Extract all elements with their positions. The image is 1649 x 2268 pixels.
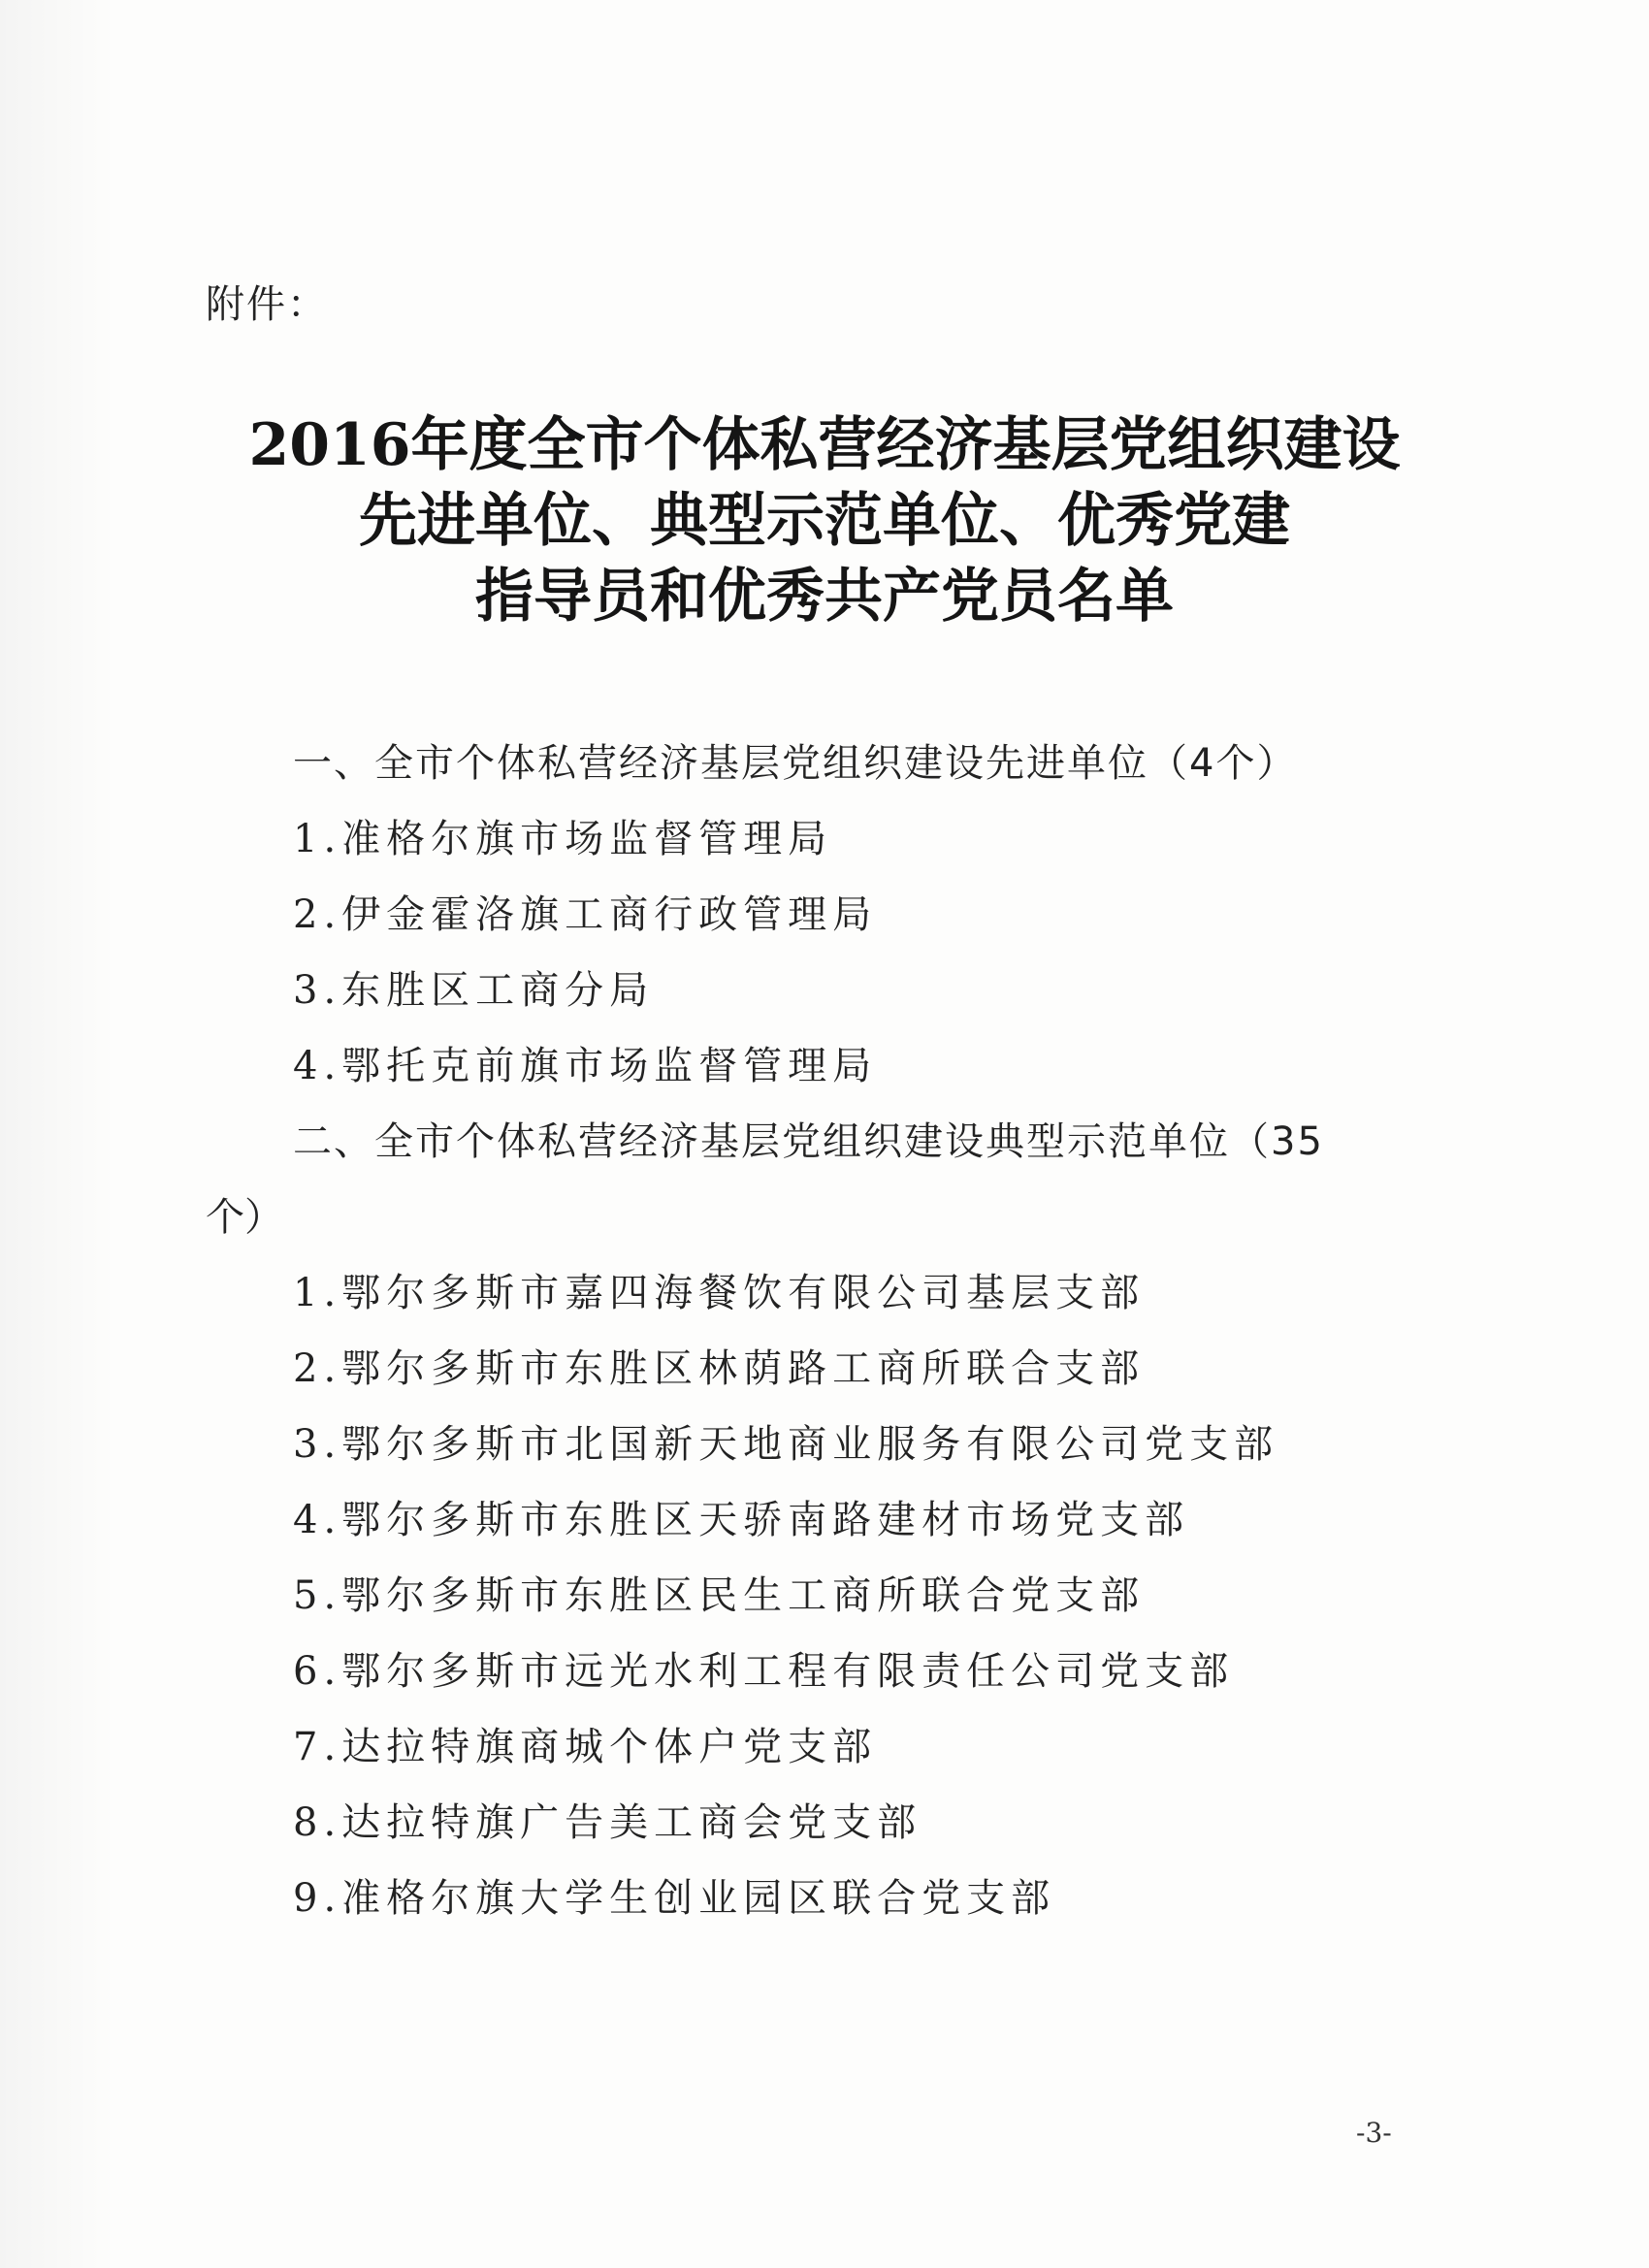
list-item: 6.鄂尔多斯市远光水利工程有限责任公司党支部 [293, 1649, 1235, 1694]
document-title [0, 407, 1649, 634]
list-item: 7.达拉特旗商城个体户党支部 [293, 1725, 878, 1769]
attachment-label: 附件： [206, 282, 328, 327]
list-item: 2.鄂尔多斯市东胜区林荫路工商所联合支部 [293, 1346, 1146, 1391]
section-2-heading: 二、全市个体私营经济基层党组织建设典型示范单位（35 [293, 1119, 1324, 1164]
page-number: -3- [1356, 2117, 1392, 2149]
list-item: 4.鄂尔多斯市东胜区天骄南路建材市场党支部 [293, 1498, 1190, 1542]
list-item: 2.伊金霍洛旗工商行政管理局 [293, 892, 878, 937]
list-item: 5.鄂尔多斯市东胜区民生工商所联合党支部 [293, 1573, 1146, 1618]
list-item: 1.鄂尔多斯市嘉四海餐饮有限公司基层支部 [293, 1271, 1146, 1315]
section-2-heading-continued: 个） [206, 1195, 283, 1240]
list-item: 8.达拉特旗广告美工商会党支部 [293, 1800, 922, 1845]
list-item: 3.鄂尔多斯市北国新天地商业服务有限公司党支部 [293, 1422, 1279, 1467]
document-body [206, 726, 1408, 1936]
list-item: 3.东胜区工商分局 [293, 968, 655, 1013]
title-line-2: 先进单位、典型示范单位、优秀党建 [359, 487, 1290, 555]
title-line-3: 指导员和优秀共产党员名单 [475, 563, 1174, 631]
section-1-heading: 一、全市个体私营经济基层党组织建设先进单位（4个） [293, 741, 1298, 786]
list-item: 9.准格尔旗大学生创业园区联合党支部 [293, 1876, 1056, 1921]
scan-shadow [0, 0, 116, 2268]
list-item: 1.准格尔旗市场监督管理局 [293, 817, 833, 861]
list-item: 4.鄂托克前旗市场监督管理局 [293, 1044, 878, 1088]
title-line-1: 2016年度全市个体私营经济基层党组织建设 [248, 411, 1401, 479]
